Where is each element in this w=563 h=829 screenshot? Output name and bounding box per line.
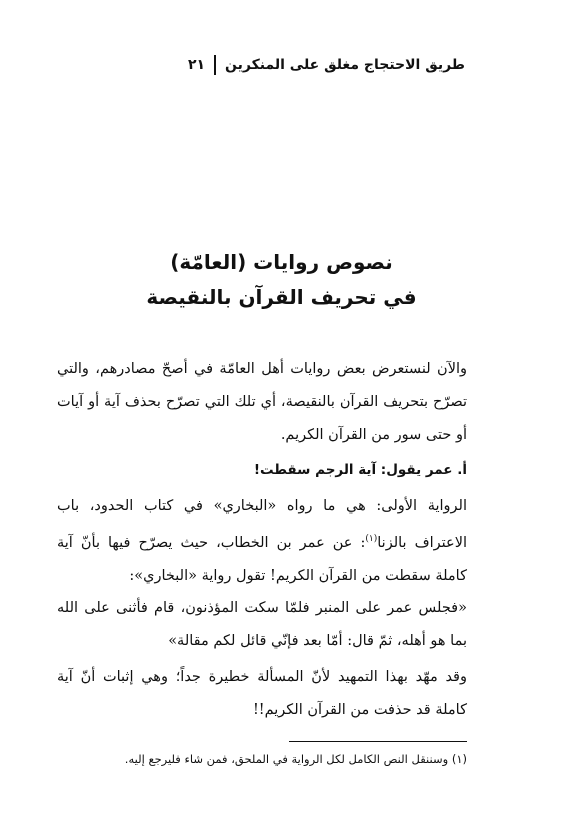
running-title: طريق الاحتجاج مغلق على المنكرين	[225, 57, 465, 73]
chapter-title-line2: في تحريف القرآن بالنقيصة	[146, 285, 417, 309]
section-heading: أ. عمر يقول: آية الرجم سقطت!	[253, 462, 467, 478]
narration-paragraph	[57, 490, 467, 593]
comment-paragraph: وقد مهّد بهذا التمهيد لأنّ المسألة خطيرة جداً؛ وهي إثبات أنّ آية كاملة قد حذفت من القرآن الكريم!!	[57, 669, 467, 718]
chapter-title-line1: نصوص روايات (العامّة)	[170, 250, 393, 274]
page-header	[188, 55, 465, 75]
footnote-divider	[289, 741, 467, 742]
header-separator	[214, 55, 216, 75]
footnote-reference: (١)	[365, 534, 378, 544]
footnote: (١) وسننقل النص الكامل لكل الرواية في الملحق، فمن شاء فليرجع إليه.	[124, 752, 467, 766]
narration-text-start: الرواية الأولى: هي ما رواه «البخاري» في كتاب الحدود، باب الاعتراف بالزنا	[57, 498, 467, 551]
quote-paragraph: «فجلس عمر على المنبر فلمّا سكت المؤذنون، قام فأثنى على الله بما هو أهله، ثمّ قال: أمّا بعد فإنّي قائل لكم مقالة»	[57, 600, 467, 649]
narration-text-end: : عن عمر بن الخطاب، حيث يصرّح فيها بأنّ آية كاملة سقطت من القرآن الكريم! تقول رواية «البخاري»:	[57, 534, 467, 584]
intro-paragraph: والآن لنستعرض بعض روايات أهل العامّة في أصحّ مصادرهم، والتي تصرّح بتحريف القرآن بالنقيصة، أي تلك التي تصرّح بحذف آية أو آيات أو حتى سور من القرآن الكريم.	[57, 361, 467, 443]
page-number: ٢١	[187, 57, 206, 73]
